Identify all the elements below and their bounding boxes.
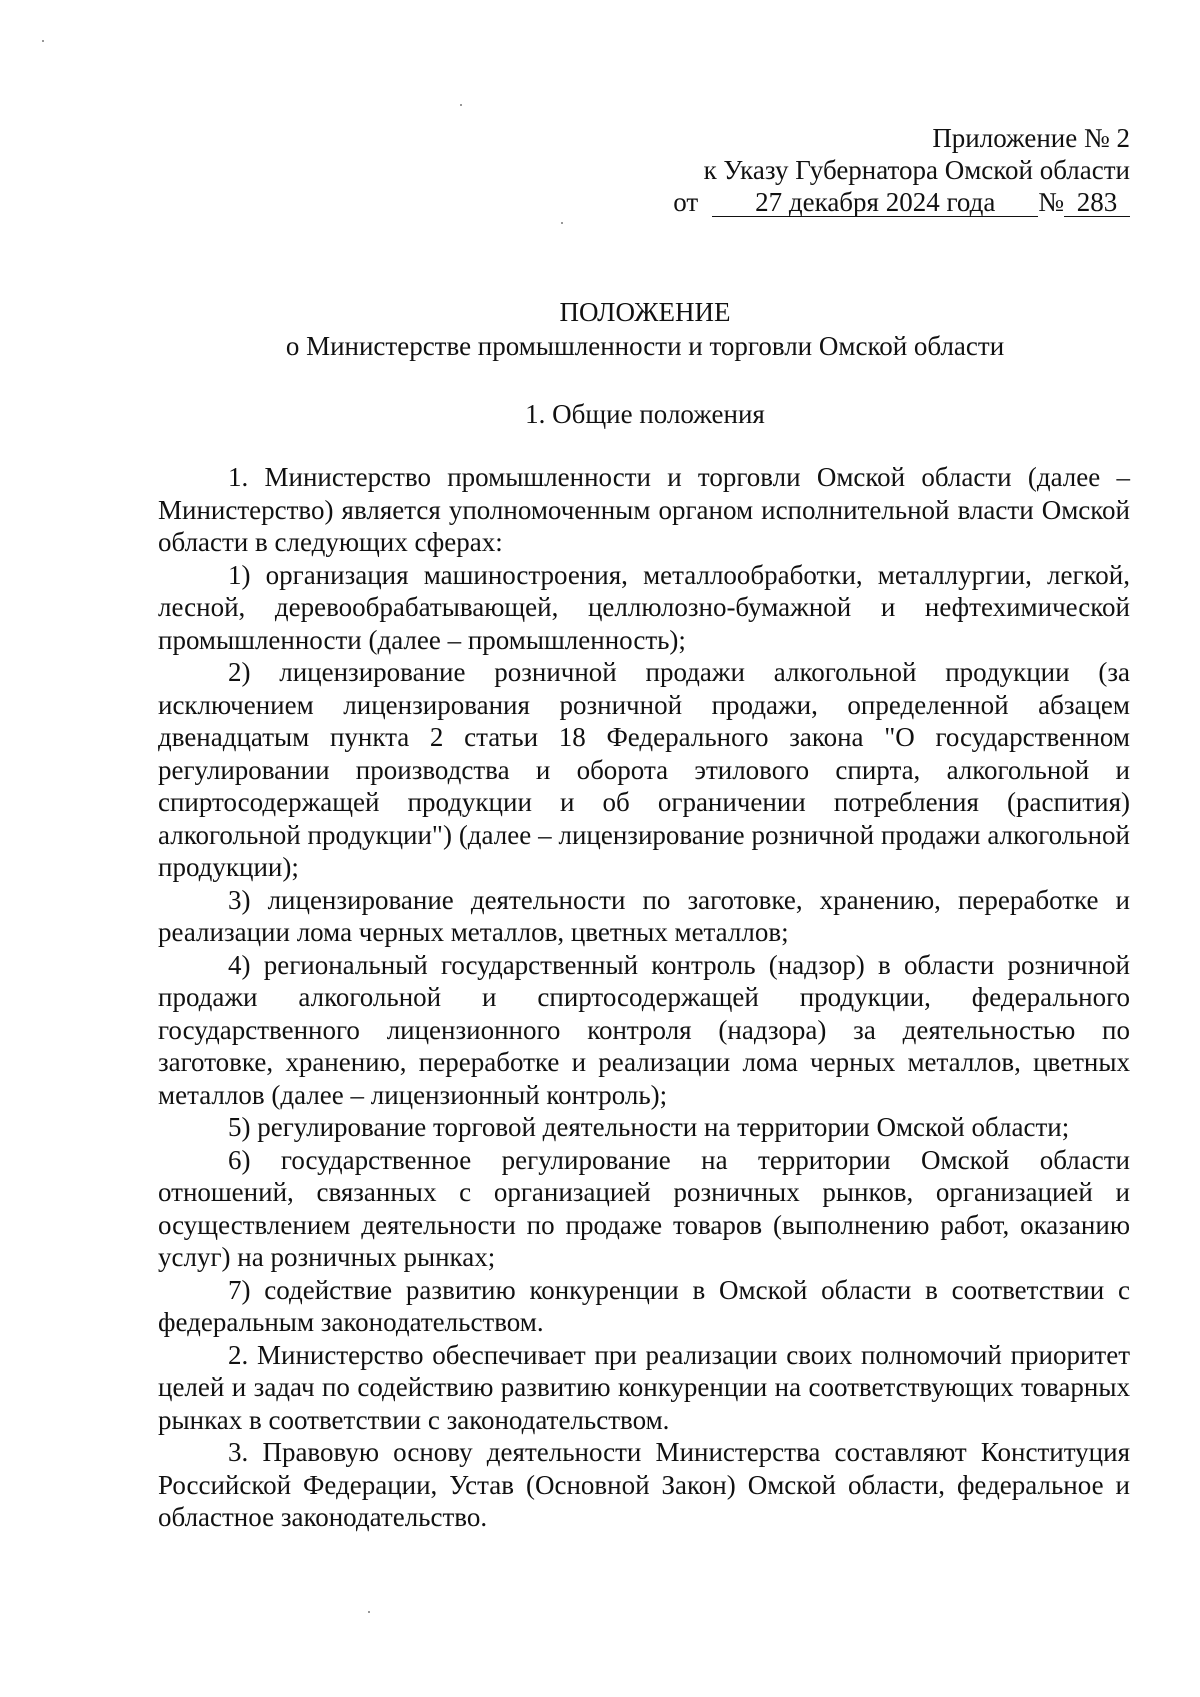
decree-date-line [570, 186, 1130, 218]
list-item-1: 1) организация машиностроения, металлообработки, металлургии, легкой, лесной, деревообрабатывающей, целлюлозно-бумажной и нефтехимической промышленности (далее – промышленность); [158, 559, 1130, 655]
title-subtitle: о Министерстве промышленности и торговли Омской области [285, 331, 1005, 361]
list-item-7: 7) содействие развитию конкуренции в Омской области в соответствии с федеральным законодательством. [158, 1274, 1130, 1337]
section-heading: 1. Общие положения [525, 399, 765, 429]
list-item-2: 2) лицензирование розничной продажи алкогольной продукции (за исключением лицензирования розничной продажи, определенной абзацем двенадцатым пункта 2 статьи 18 Федерального закона "О государственном регулировании производства и оборота этилового спирта, алкогольной и спиртосодержащей продукции и об ограничении потребления (распития) алкогольной продукции") (далее – лицензирование розничной продажи алкогольной продукции); [158, 657, 1130, 882]
number-prefix: № [1038, 187, 1064, 217]
scan-speck [42, 40, 44, 42]
scan-speck [460, 104, 462, 106]
list-item-4: 4) региональный государственный контроль (надзор) в области розничной продажи алкогольной и спиртосодержащей продукции, федерального государственного лицензионного контроля (надзора) за деятельностью по заготовке, хранению, переработке и реализации лома черных металлов, цветных металлов (далее – лицензионный контроль); [158, 949, 1130, 1110]
appendix-number: Приложение № 2 [932, 123, 1130, 153]
paragraph-1: 1. Министерство промышленности и торговли Омской области (далее – Министерство) является уполномоченным органом исполнительной власти Омской области в следующих сферах: [158, 462, 1130, 557]
paragraph-2: 2. Министерство обеспечивает при реализации своих полномочий приоритет целей и задач по содействию развитию конкуренции на соответствующих товарных рынках в соответствии с законодательством. [158, 1339, 1130, 1435]
decree-date: 27 декабря 2024 года [712, 188, 1038, 217]
list-item-6: 6) государственное регулирование на территории Омской области отношений, связанных с организацией розничных рынков, организацией и осуществлением деятельности по продаже товаров (выполнению работ, оказанию услуг) на розничных рынках; [158, 1144, 1130, 1272]
appendix-reference: к Указу Губернатора Омской области [703, 155, 1130, 185]
document-body [158, 461, 1130, 1534]
decree-number: 283 [1064, 188, 1130, 217]
paragraph-3: 3. Правовую основу деятельности Министерства составляют Конституция Российской Федерации, Устав (Основной Закон) Омской области, федеральное и областное законодательство. [158, 1437, 1130, 1532]
scan-speck [368, 1611, 370, 1613]
scan-speck [561, 222, 563, 224]
list-item-5: 5) регулирование торговой деятельности на территории Омской области; [228, 1112, 1070, 1142]
date-prefix: от [673, 187, 699, 217]
document-title [160, 295, 1130, 363]
appendix-header [570, 122, 1130, 218]
list-item-3: 3) лицензирование деятельности по заготовке, хранению, переработке и реализации лома черных металлов, цветных металлов; [158, 884, 1130, 947]
title-main: ПОЛОЖЕНИЕ [559, 297, 731, 327]
